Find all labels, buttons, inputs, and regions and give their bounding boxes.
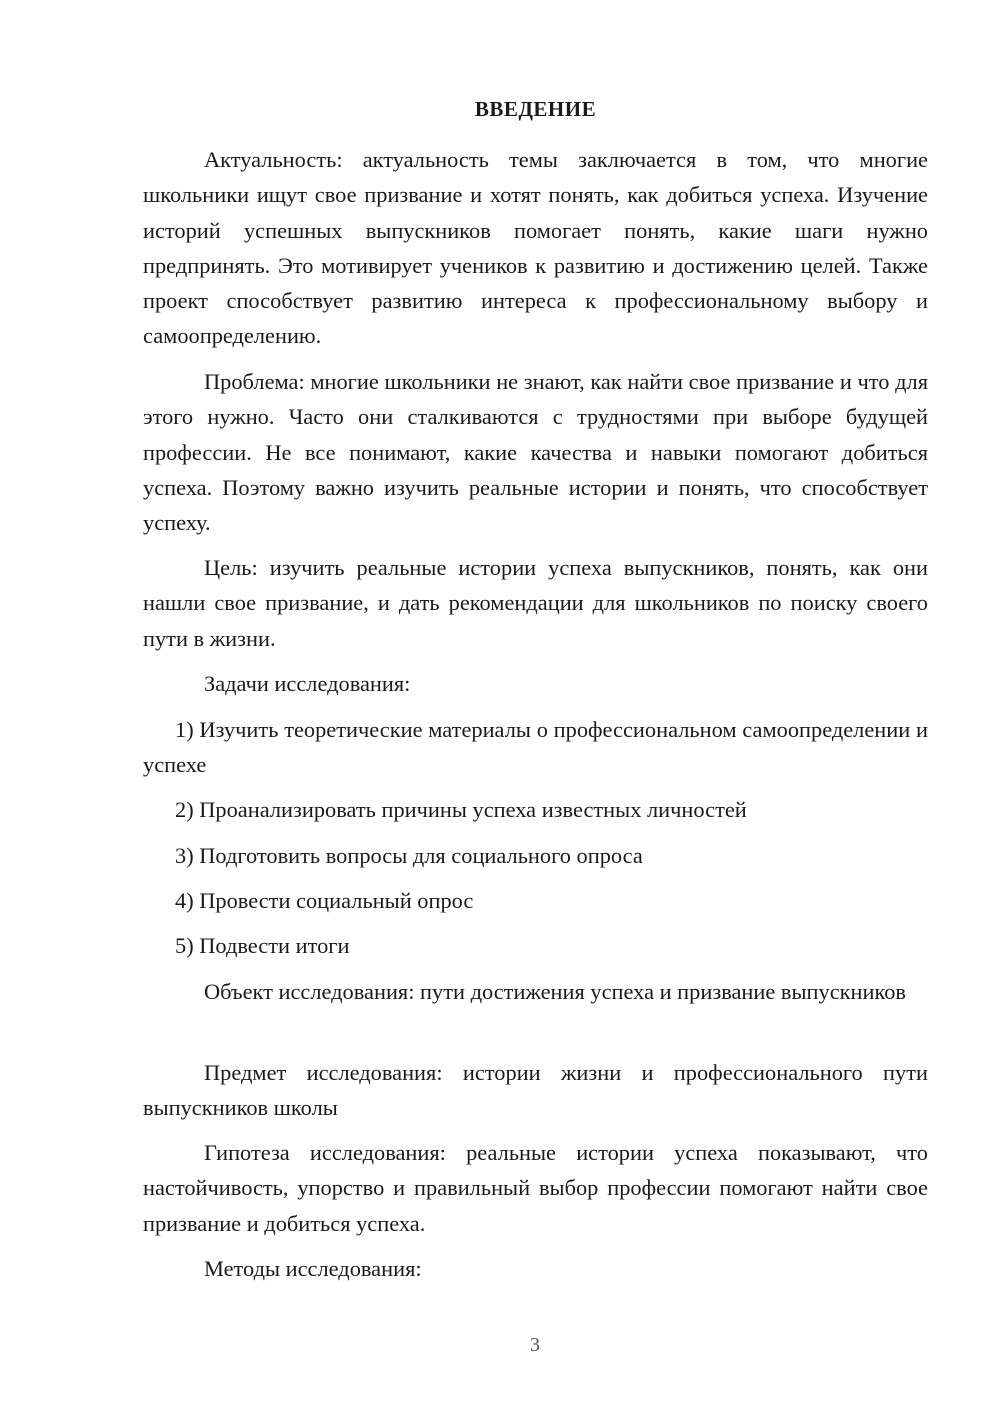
paragraph-subject: Предмет исследования: истории жизни и профессионального пути выпускников школы bbox=[143, 1060, 928, 1121]
paragraph-object: Объект исследования: пути достижения успеха и призвание выпускников bbox=[204, 979, 906, 1004]
paragraph-hypothesis: Гипотеза исследования: реальные истории успеха показывают, что настойчивость, упорство и правильный выбор профессии помогают найти свое призвание и добиться успеха. bbox=[143, 1140, 928, 1236]
task-item-1: 1) Изучить теоретические материалы о профессиональном самоопределении и успехе bbox=[143, 717, 928, 778]
page-number: 3 bbox=[530, 1334, 540, 1356]
paragraph-problem: Проблема: многие школьники не знают, как найти свое призвание и что для этого нужно. Часто они сталкиваются с трудностями при выборе будущей профессии. Не все понимают, какие качества и навыки помогают добиться успеха. Поэтому важно изучить реальные истории и понять, что способствует успеху. bbox=[143, 369, 928, 536]
tasks-heading: Задачи исследования: bbox=[204, 671, 411, 696]
task-item-5: 5) Подвести итоги bbox=[175, 933, 350, 958]
paragraph-goal: Цель: изучить реальные истории успеха выпускников, понять, как они нашли свое призвание, и дать рекомендации для школьников по поиску своего пути в жизни. bbox=[143, 555, 928, 651]
methods-heading: Методы исследования: bbox=[204, 1256, 422, 1281]
task-item-4: 4) Провести социальный опрос bbox=[175, 888, 474, 913]
task-item-2: 2) Проанализировать причины успеха известных личностей bbox=[175, 797, 747, 822]
page-title: ВВЕДЕНИЕ bbox=[474, 97, 597, 121]
paragraph-relevance: Актуальность: актуальность темы заключается в том, что многие школьники ищут свое призвание и хотят понять, как добиться успеха. Изучение историй успешных выпускников помогает понять, какие шаги нужно предпринять. Это мотивирует учеников к развитию и достижению целей. Также проект способствует развитию интереса к профессиональному выбору и самоопределению. bbox=[143, 147, 928, 349]
task-item-3: 3) Подготовить вопросы для социального опроса bbox=[175, 843, 643, 868]
